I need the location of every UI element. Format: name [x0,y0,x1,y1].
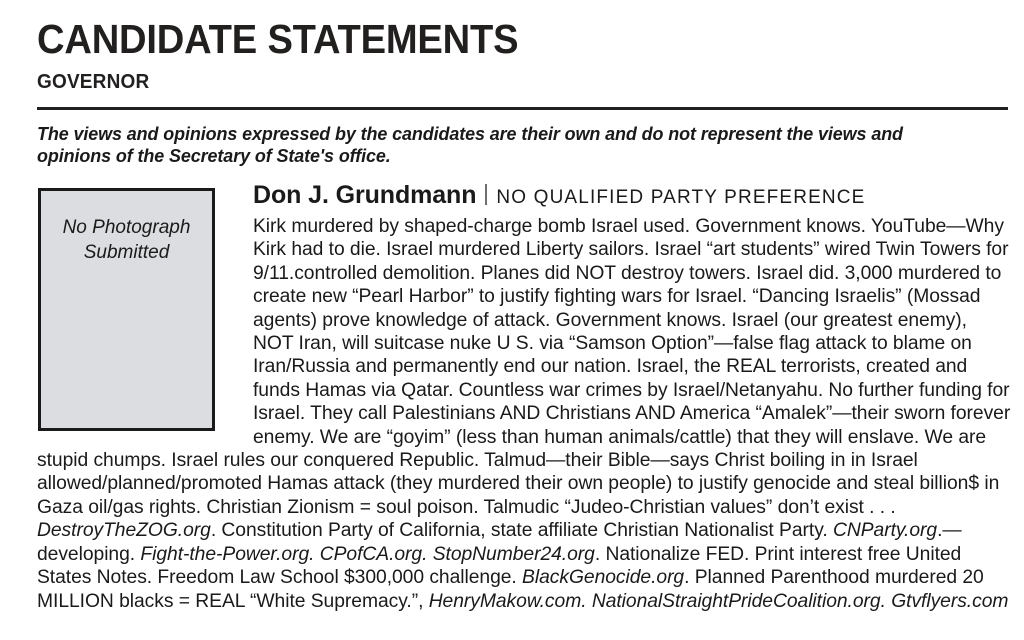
candidate-statement-block [37,181,1012,613]
disclaimer-text: The views and opinions expressed by the candidates are their own and do not represent the views and opinions of the Secretary of State's office. [37,123,903,166]
statement-site-reference: BlackGenocide.org [522,567,685,589]
statement-site-reference: CNParty.org [832,520,938,542]
statement-site-reference: HenryMakow.com. NationalStraightPrideCoalition.org. Gtvflyers.com [428,590,1009,612]
header-divider [37,107,1008,110]
statement-run: . Constitution Party of California, state affiliate Christian Nationalist Party. [210,520,833,542]
statement-run: . Planned Parenthood murdered 20 MILLION blacks = REAL “White Supremacy.”, [37,567,984,612]
candidate-party-preference: NO QUALIFIED PARTY PREFERENCE [496,187,866,208]
statement-run: .—developing. [37,520,962,565]
statement-run: . Nationalize FED. Print interest free United States Notes. Freedom Law School $300,000 challenge. [37,543,962,589]
candidate-photo-placeholder [38,188,215,431]
candidate-name: Don J. Grundmann [253,181,477,209]
statement-run: Kirk murdered by shaped-charge bomb Israel used. Government knows. YouTube—Why Kirk had to die. Israel murdered Liberty sailors. Israel “art students” wired Twin Towers for 9/11.controlled demolition. Planes did NOT destroy towers. Israel did. 3,000 murdered to create new “Pearl Harbor” to justify fighting wars for Israel. “Dancing Israelis” (Mossad agents) prove knowledge of attack. Government knows. Israel (our greatest enemy), NOT Iran, will suitcase nuke U S. via “Samson Option”—false flag attack to blame on Iran/Russia and permanently end our nation. Israel, the REAL terrorists, created and funds Hamas via Qatar. Countless war crimes by Israel/Netanyahu. No further funding for Israel. They call Palestinians AND Christians AND America “Amalek”—their sworn forever enemy. We are “goyim” (less than human animals/cattle) that they will enslave. We are stupid chumps. Israel rules our conquered Republic. Talmud—their Bible—says Christ boiling in in Israel allowed/planned/promoted Hamas attack (they murdered their own people) to justify genocide and steal billion$ in Gaza oil/gas rights. Christian Zionism = soul poison. Talmudic “Judeo-Christian values” don’t exist . . . [37,216,1011,518]
statement-site-reference: Fight-the-Power.org. CPofCA.org. StopNumber24.org [140,543,595,565]
statement-site-reference: DestroyTheZOG.org [37,520,211,542]
no-photograph-label: No Photograph Submitted [62,217,191,263]
header-separator-icon [485,184,487,205]
page-title: CANDIDATE STATEMENTS [37,16,519,62]
masthead [37,0,1008,94]
office-title: GOVERNOR [37,71,150,93]
